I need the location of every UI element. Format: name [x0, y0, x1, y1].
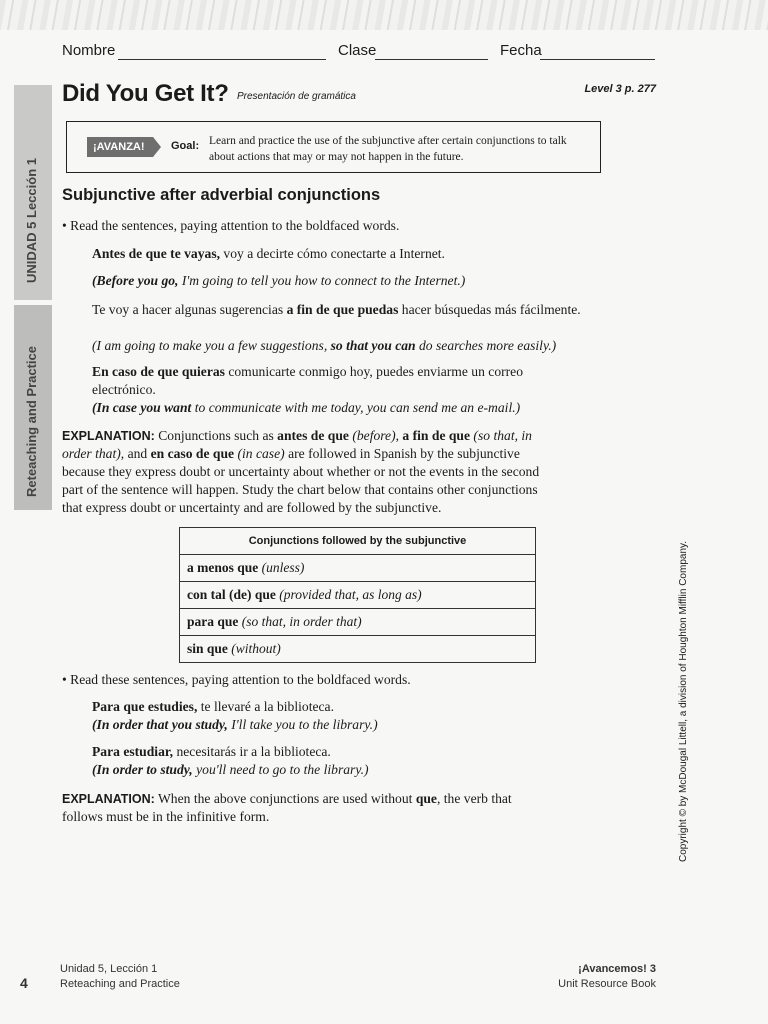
explanation-text: Conjunctions such as [154, 428, 278, 443]
bullet-instruction-1 [62, 217, 399, 235]
example-english [92, 399, 612, 417]
conjunction-term: con tal (de) que [187, 587, 276, 602]
example-bold-text: En caso de que quieras [92, 364, 225, 379]
nombre-label: Nombre [62, 42, 116, 59]
example-bold-text: (In order to study, [92, 762, 193, 777]
example-spanish [92, 743, 572, 761]
footer-left [60, 962, 180, 992]
sidebar-section-tab [14, 305, 52, 510]
explanation-text: , the verb that follows must be in the infinitive form. [62, 791, 512, 824]
avanza-badge: ¡AVANZA! [87, 137, 153, 157]
conjunction-meaning: (without) [231, 641, 281, 656]
fecha-line [540, 58, 655, 60]
example-text: Te voy a hacer algunas sugerencias [92, 302, 287, 317]
example-bold-text: (In order that you study, [92, 717, 228, 732]
explanation-label: EXPLANATION: [62, 429, 155, 443]
conjunction-meaning: (unless) [261, 560, 305, 575]
table-row [180, 582, 536, 609]
goal-box [66, 121, 601, 173]
section-title: Subjunctive after adverbial conjunctions [62, 186, 381, 204]
conjunction-term: para que [187, 614, 239, 629]
explanation-label: EXPLANATION: [62, 792, 155, 806]
example-bold-text: a fin de que puedas [286, 302, 399, 317]
page-subtitle: Presentación de gramática [237, 91, 356, 102]
example-spanish [92, 363, 582, 399]
table-header: Conjunctions followed by the subjunctive [180, 528, 536, 555]
example-text: te llevaré a la biblioteca. [197, 699, 334, 714]
explanation-text: are followed in Spanish by the subjunctive because they express doubt or uncertainty about whether or not the events in the second part of the sentence will happen. Study the chart below that contains other conjunctions that express doubt or uncertainty and are followed by the subjunctive. [62, 446, 540, 515]
sidebar-unit-tab [14, 85, 52, 300]
example-spanish [92, 698, 572, 716]
conjunctions-table [179, 527, 536, 663]
explanation-bold-term: antes de que [277, 428, 349, 443]
explanation-text: , [395, 428, 403, 443]
example-english [92, 272, 572, 290]
page-title: Did You Get It? [62, 80, 229, 107]
explanation-italic-gloss: (so that, in order that) [62, 428, 532, 461]
sidebar-unit-label: UNIDAD 5 Lección 1 [24, 158, 39, 283]
conjunction-meaning: (provided that, as long as) [279, 587, 422, 602]
bullet-text: Read the sentences, paying attention to the boldfaced words. [70, 218, 400, 233]
sidebar-section-label: Reteaching and Practice [24, 346, 39, 497]
example-text: comunicarte conmigo hoy, puedes enviarme un correo electrónico. [92, 364, 524, 397]
example-text: I'm going to tell you how to connect to the Internet.) [178, 273, 466, 288]
example-bold-text: so that you can [330, 338, 416, 353]
example-text: (I am going to make you a few suggestions, [92, 338, 331, 353]
footer-section: Reteaching and Practice [60, 978, 180, 990]
bullet-text: Read these sentences, paying attention to the boldfaced words. [70, 672, 411, 687]
goal-label: Goal: [171, 140, 200, 152]
nombre-line [118, 58, 326, 60]
bullet-icon: • [62, 218, 67, 233]
explanation-bold-term: que [415, 791, 437, 806]
example-bold-text: (In case you want [92, 400, 192, 415]
table-row [180, 555, 536, 582]
example-text: you'll need to go to the library.) [192, 762, 369, 777]
avanza-arrow-icon [153, 137, 161, 157]
table-row [180, 636, 536, 663]
explanation-1 [62, 427, 552, 517]
footer-book-title: ¡Avancemos! 3 [578, 963, 656, 975]
level-reference: Level 3 p. 277 [584, 83, 656, 95]
table-cell [180, 582, 536, 609]
bullet-icon: • [62, 672, 67, 687]
clase-label: Clase [338, 42, 377, 59]
footer-right [540, 962, 656, 992]
page-number: 4 [20, 975, 28, 991]
example-text: voy a decirte cómo conectarte a Internet. [220, 246, 445, 261]
table-row [180, 609, 536, 636]
fecha-label: Fecha [500, 42, 542, 59]
example-bold-text: Para que estudies, [92, 699, 198, 714]
example-bold-text: Antes de que te vayas, [92, 246, 221, 261]
table-cell [180, 636, 536, 663]
explanation-text: When the above conjunctions are used without [154, 791, 416, 806]
example-english [92, 337, 632, 355]
example-spanish [92, 301, 582, 319]
example-text: hacer búsquedas más fácilmente. [398, 302, 581, 317]
bullet-instruction-2 [62, 671, 411, 689]
explanation-italic-gloss: (before) [348, 428, 396, 443]
copyright-notice: Copyright © by McDougal Littell, a division of Houghton Mifflin Company. [678, 540, 689, 862]
example-english [92, 716, 572, 734]
explanation-text: , and [120, 446, 151, 461]
explanation-bold-term: en caso de que [150, 446, 235, 461]
example-bold-text: (Before you go, [92, 273, 179, 288]
table-cell [180, 609, 536, 636]
explanation-bold-term: a fin de que [402, 428, 471, 443]
example-spanish [92, 245, 572, 263]
example-bold-text: Para estudiar, [92, 744, 174, 759]
decorative-top-band [0, 0, 768, 30]
footer-unit: Unidad 5, Lección 1 [60, 963, 158, 975]
clase-line [375, 58, 488, 60]
example-text: do searches more easily.) [415, 338, 557, 353]
conjunction-meaning: (so that, in order that) [241, 614, 362, 629]
conjunction-term: a menos que [187, 560, 259, 575]
explanation-italic-gloss: (in case) [234, 446, 285, 461]
example-english [92, 761, 572, 779]
explanation-2 [62, 790, 552, 826]
example-text: I'll take you to the library.) [227, 717, 378, 732]
footer-book-type: Unit Resource Book [558, 978, 656, 990]
table-cell [180, 555, 536, 582]
conjunction-term: sin que [187, 641, 228, 656]
example-text: to communicate with me today, you can send me an e-mail.) [191, 400, 521, 415]
example-text: necesitarás ir a la biblioteca. [173, 744, 331, 759]
goal-text: Learn and practice the use of the subjunctive after certain conjunctions to talk about actions that may or may not happen in the future. [209, 135, 567, 163]
